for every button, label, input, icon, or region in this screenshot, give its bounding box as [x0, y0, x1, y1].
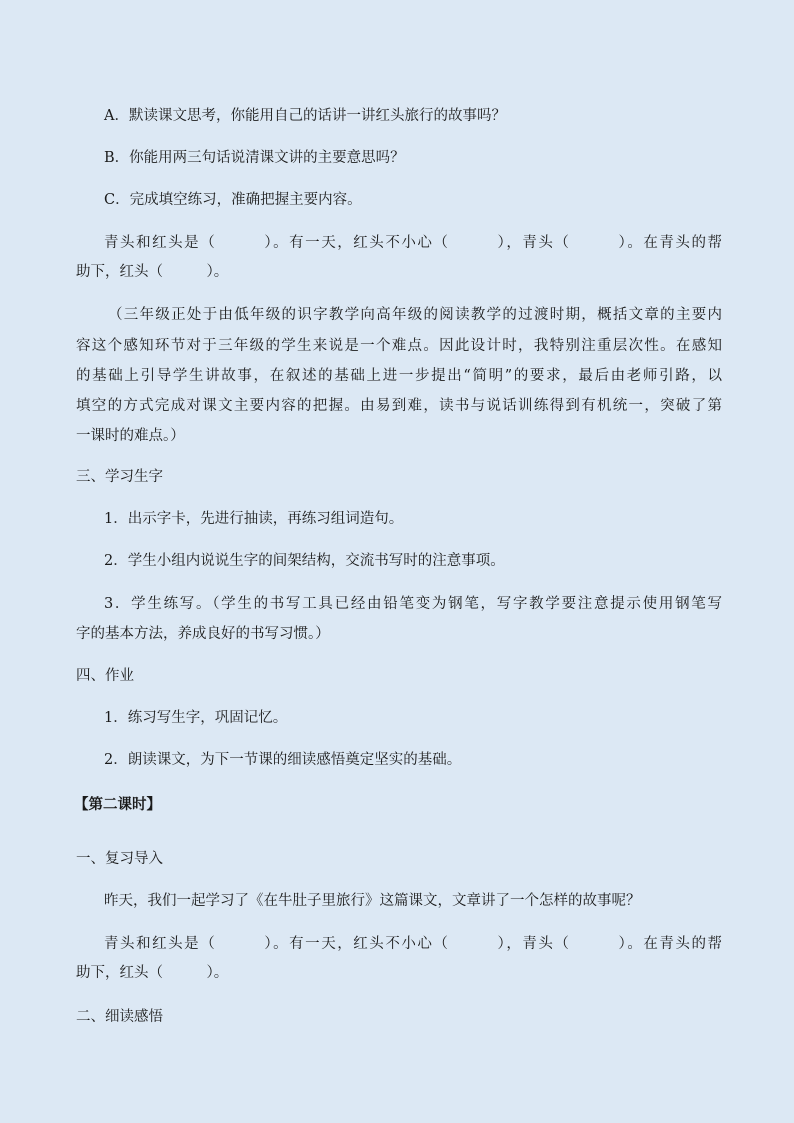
close-reading-heading: 二、细读感悟	[76, 1009, 163, 1025]
review-heading: 一、复习导入	[76, 851, 163, 867]
review-fill-blank-line-2: 助下，红头（ ）。	[76, 965, 229, 981]
lesson-two-title: 【第二课时】	[74, 796, 161, 813]
design-note-line-5: 一课时的难点。）	[76, 428, 185, 444]
design-note-line-4: 填空的方式完成对课文主要内容的把握。由易到难，读书与说话训练得到有机统一，突破了第	[76, 398, 722, 414]
section-3-item-3-line-1: 3．学生练写。（学生的书写工具已经由铅笔变为钢笔，写字教学要注意提示使用钢笔写	[104, 596, 722, 612]
section-4-item-2: 2．朗读课文，为下一节课的细读感悟奠定坚实的基础。	[104, 752, 462, 768]
design-note-line-2: 容这个感知环节对于三年级的学生来说是一个难点。因此设计时，我特别注重层次性。在感知	[76, 338, 722, 354]
design-note-line-1: （三年级正处于由低年级的识字教学向高年级的阅读教学的过渡时期，概括文章的主要内	[108, 307, 722, 323]
section-3-item-3-line-2: 字的基本方法，养成良好的书写习惯。）	[76, 626, 330, 642]
design-note-line-3: 的基础上引导学生讲故事，在叙述的基础上进一步提出“简明”的要求，最后由老师引路，以	[76, 368, 722, 384]
guide-item-c: C．完成填空练习，准确把握主要内容。	[104, 192, 362, 208]
review-fill-blank-line-1: 青头和红头是（ ）。有一天，红头不小心（ ），青头（ ）。在青头的帮	[104, 936, 722, 952]
guide-item-b: B．你能用两三句话说清课文讲的主要意思吗？	[104, 150, 405, 166]
fill-blank-line-1: 青头和红头是（ ）。有一天，红头不小心（ ），青头（ ）。在青头的帮	[104, 235, 722, 251]
section-3-item-1: 1．出示字卡，先进行抽读，再练习组词造句。	[104, 511, 404, 527]
fill-blank-line-2: 助下，红头（ ）。	[76, 264, 229, 280]
guide-item-a: A．默读课文思考，你能用自己的话讲一讲红头旅行的故事吗？	[104, 108, 506, 124]
section-4-heading: 四、作业	[76, 668, 134, 684]
section-3-item-2: 2．学生小组内说说生字的间架结构，交流书写时的注意事项。	[104, 553, 505, 569]
section-4-item-1: 1．练习写生字，巩固记忆。	[104, 710, 288, 726]
review-paragraph: 昨天，我们一起学习了《在牛肚子里旅行》这篇课文，文章讲了一个怎样的故事呢？	[104, 893, 641, 909]
section-3-heading: 三、学习生字	[76, 469, 163, 485]
